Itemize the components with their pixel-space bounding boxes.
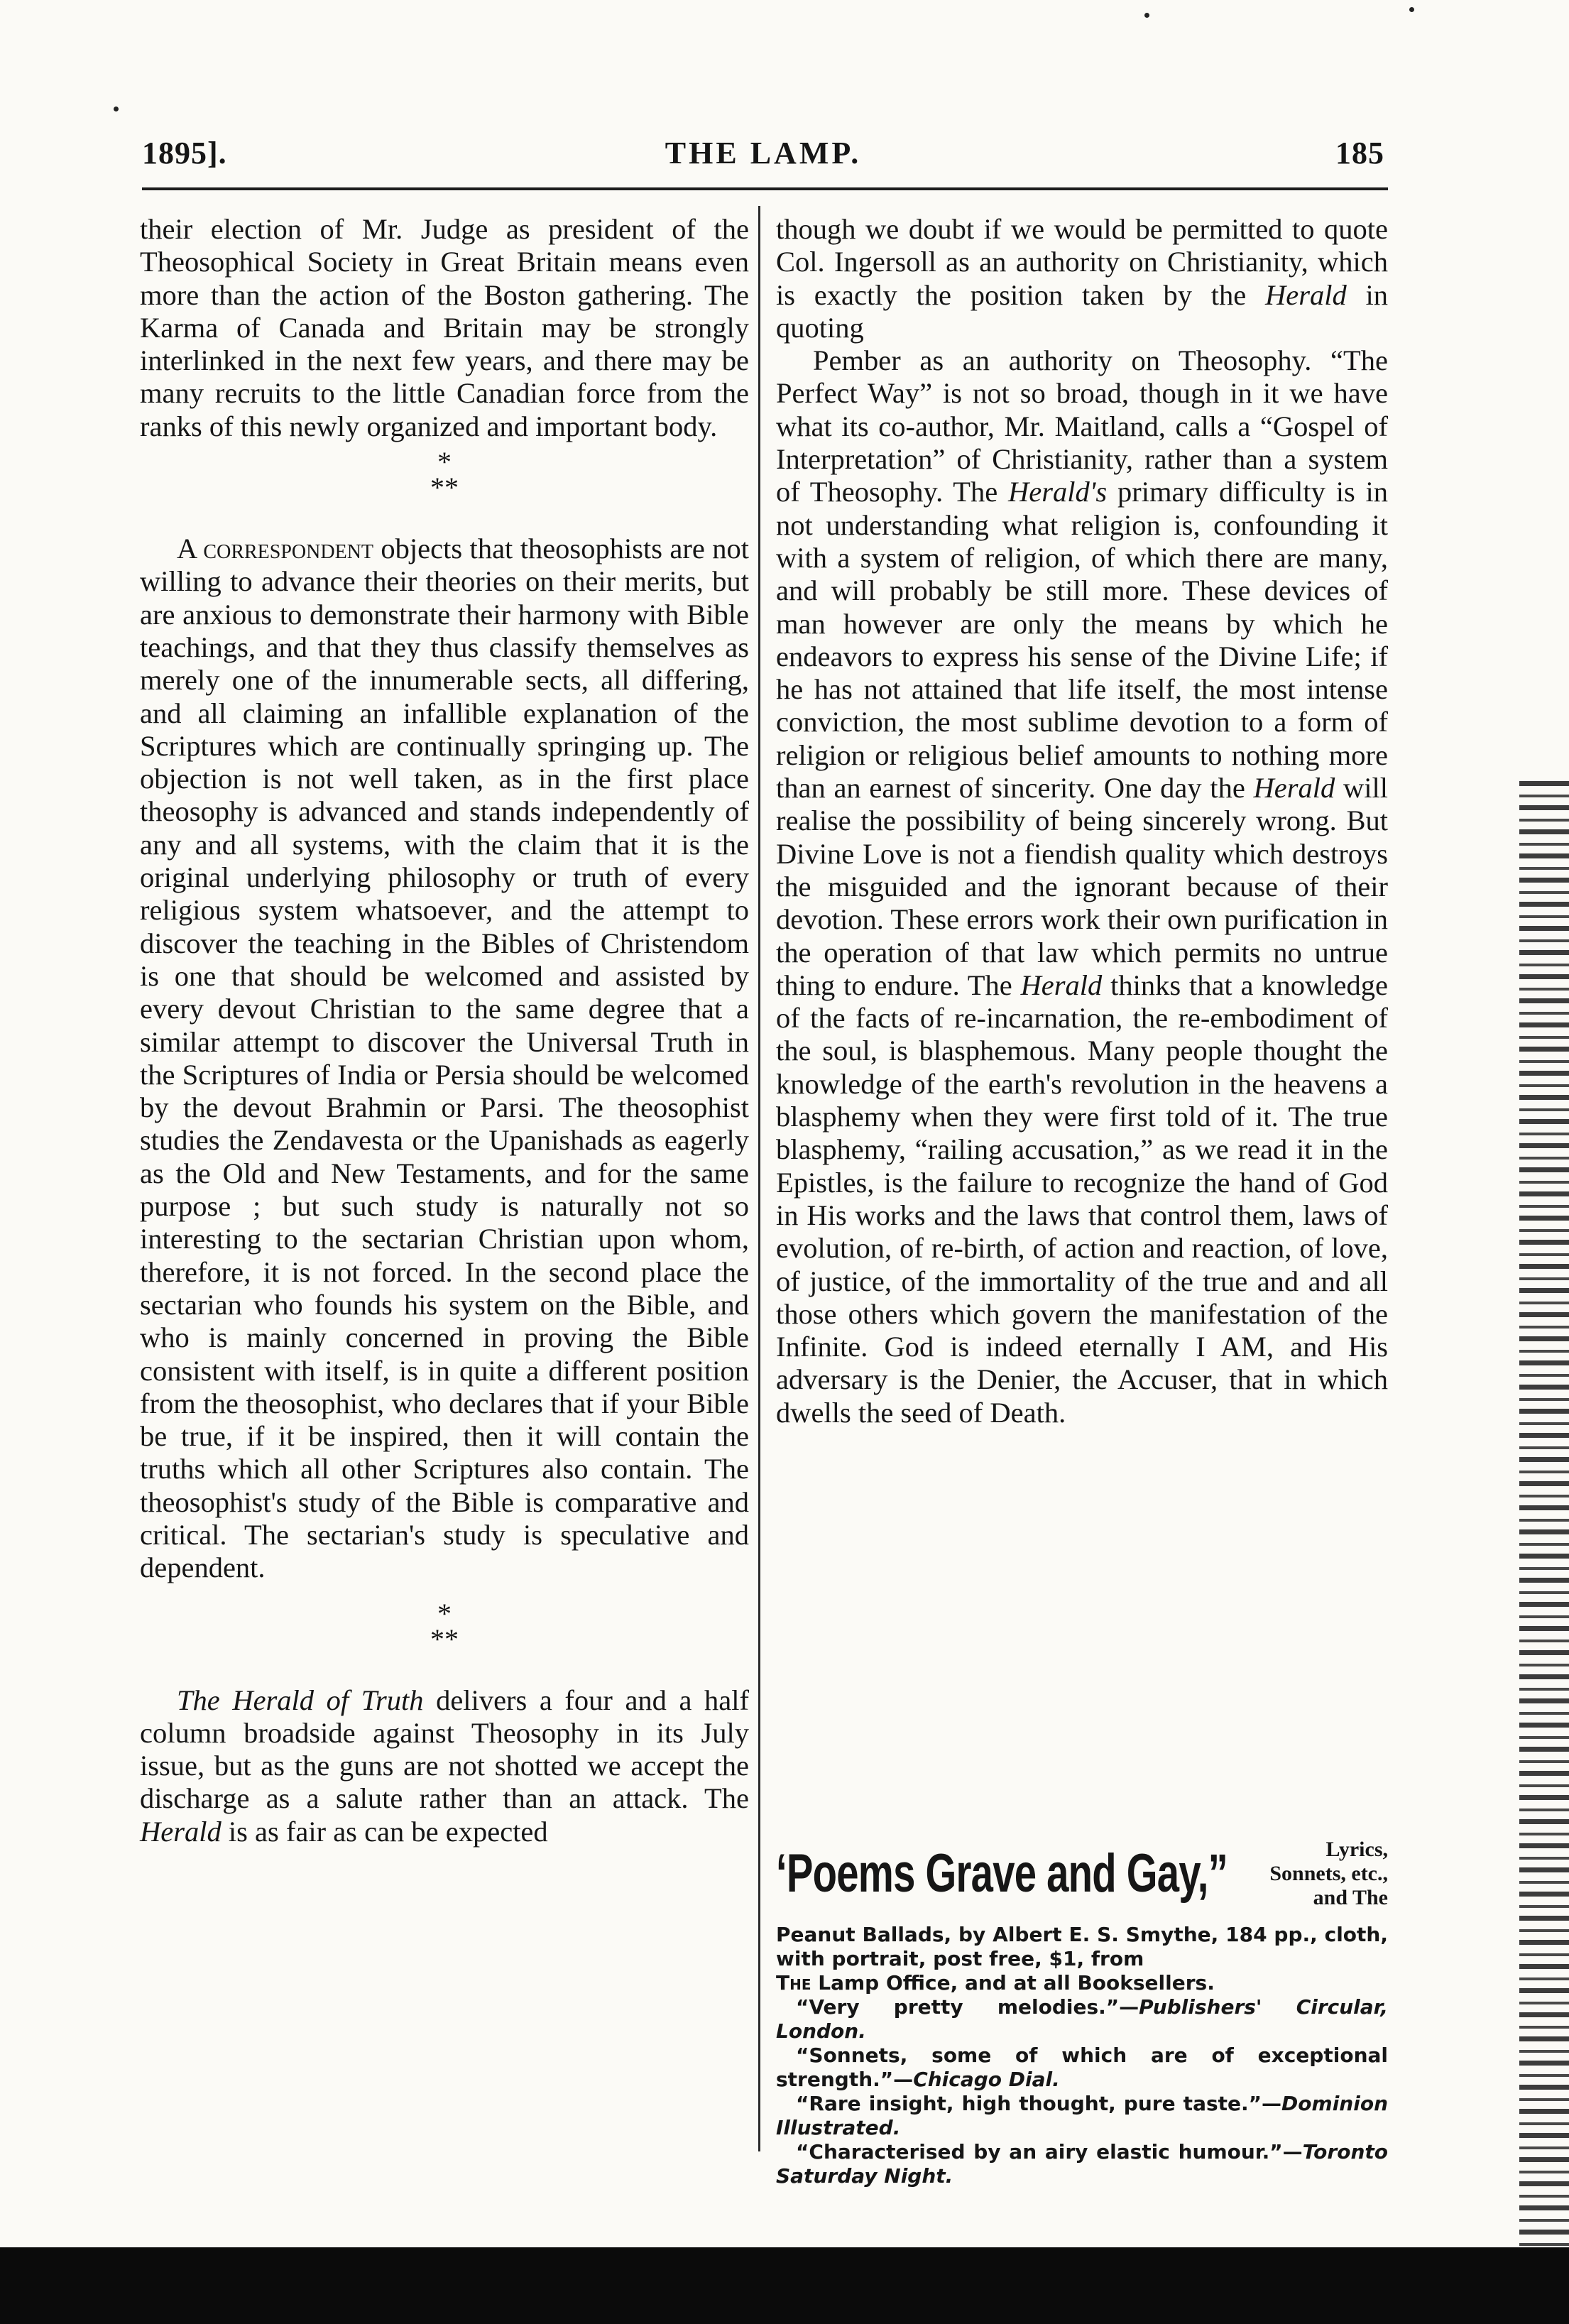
herald-paragraph-text: delivers a four and a half column broadside against Theosophy in its July issue, but as the guns are not shotted we accept the discharge as a salute rather than an attack. The xyxy=(140,1684,750,1815)
left-paragraph-2 xyxy=(140,533,749,1585)
right-column xyxy=(776,213,1388,1429)
advert-heading xyxy=(776,1838,1388,1923)
right-p2-c: will realise the possibility of being sincerely wrong. But Divine Love is not a fiendish quality which destroys the misguided and the ignorant because of their devotion. These errors work their own purification in the operation of that law which permits no untrue thing to endure. The xyxy=(776,772,1388,1001)
scan-speck xyxy=(1144,13,1149,18)
review-quote xyxy=(776,2092,1388,2140)
section-break-stars-2 xyxy=(140,1598,749,1663)
advert-details: Peanut Ballads, by Albert E. S. Smythe, 184 pp., cloth, with portrait, post free, $1, from xyxy=(776,1923,1388,1970)
review-quote xyxy=(776,1995,1388,2044)
quote-text: “Rare insight, high thought, pure taste.”— xyxy=(796,2092,1282,2115)
right-p2-a: Pember as an authority on Theosophy. “The Perfect Way” is not so broad, though in it we have what its co-author, Mr. Maitland, calls a “Gospel of Interpretation” of Christianity, rather than a system of Theosophy. The xyxy=(776,344,1388,508)
herald-name: Herald xyxy=(1253,772,1335,804)
herald-name: Herald xyxy=(140,1815,222,1848)
advert-title: ‘Poems Grave and Gay,” xyxy=(776,1843,1228,1904)
quote-text: “Sonnets, some of which are of exceptional strength.”— xyxy=(776,2044,1388,2091)
running-head xyxy=(142,135,1384,180)
left-column xyxy=(140,213,749,1848)
advert-office-text: Lamp Office, and at all Booksellers. xyxy=(811,1971,1215,1995)
header-date: 1895]. xyxy=(142,136,227,170)
right-paragraph-1 xyxy=(776,213,1388,344)
left-paragraph-3 xyxy=(140,1684,749,1848)
right-p1-text: though we doubt if we would be permitted to quote Col. Ingersoll as an authority on Christianity, which is exactly the position taken by the xyxy=(776,213,1388,311)
quote-text: “Characterised by an airy elastic humour.”— xyxy=(796,2140,1303,2164)
header-rule xyxy=(142,187,1388,190)
herald-of-truth-title: The Herald of Truth xyxy=(177,1684,424,1716)
herald-name: Herald's xyxy=(1008,476,1108,508)
stars-top: * xyxy=(437,446,452,479)
advert-body xyxy=(776,1923,1388,2188)
stars-bottom: ** xyxy=(430,471,459,504)
review-quote xyxy=(776,2044,1388,2092)
scan-bottom-border xyxy=(0,2247,1569,2324)
quote-source: Chicago Dial. xyxy=(913,2068,1060,2091)
stars-top-2: * xyxy=(437,1597,452,1630)
quote-text: “Very pretty melodies.”— xyxy=(796,1995,1139,2019)
right-p2-d: thinks that a knowledge of the facts of re-incarnation, the re-embodiment of the soul, is blasphemous. Many people thought the knowledge of the earth's revolution in the heavens a blasphemy when they were first told of it. The true blasphemy, “railing accusation,” as we read it in the Epistles, is the failure to recognize the hand of God in His works and the laws that control them, laws of evolution, of re-birth, of action and reaction, of love, of justice, of the immortality of the true and and all those others which govern the manifestation of the Infinite. God is indeed eternally I AM, and His adversary is the Denier, the Accuser, that in which dwells the seed of Death. xyxy=(776,969,1388,1429)
stars-bottom-2: ** xyxy=(430,1622,459,1655)
column-divider xyxy=(758,206,760,2151)
scan-edge-artifact xyxy=(1519,781,1569,2251)
quote-source: Dominion Illustrated. xyxy=(776,2092,1388,2139)
herald-name: Herald xyxy=(1020,969,1103,1001)
header-title: THE LAMP. xyxy=(665,136,862,170)
correspondent-lead: A correspondent xyxy=(177,533,374,565)
header-page-number: 185 xyxy=(1335,136,1384,170)
left-paragraph-1: their election of Mr. Judge as president of the Theosophical Society in Great Britain means even more than the action of the Boston gathering. The Karma of Canada and Britain may be strongly interlinked in the next few years, and there may be many recruits to the little Canadian force from the ranks of this newly organized and important body. xyxy=(140,213,749,442)
herald-paragraph-end: is as fair as can be expected xyxy=(221,1815,548,1848)
scan-speck xyxy=(114,107,119,111)
right-paragraph-2 xyxy=(776,344,1388,1429)
advert-subtitle: Lyrics, Sonnets, etc., and The xyxy=(1269,1838,1388,1909)
advert-office xyxy=(776,1971,1388,1995)
herald-name: Herald xyxy=(1264,278,1347,311)
section-break-stars xyxy=(140,446,749,511)
right-p2-b: primary difficulty is in not understanding what religion is, confounding it with a system of religion, of which there are many, and will probably be still more. These devices of man however are only the means by which he endeavors to express his sense of the Divine Life; if he has not attained that life itself, the most intense conviction, the most sublime devotion to a form of religion or religious belief amounts to nothing more than an earnest of sincerity. One day the xyxy=(776,476,1388,804)
quote-source: Publishers' Circular, London. xyxy=(776,1995,1388,2043)
right-p1-end: in quoting xyxy=(776,278,1388,344)
correspondent-text: objects that theosophists are not willing to advance their theories on their merits, but are anxious to demonstrate their harmony with Bible teachings, and that they thus classify themselves as merely one of the innumerable sects, all differing, and all claiming an infallible explanation of the Scriptures which are continually springing up. The objection is not well taken, as in the first place theosophy is advanced and stands independently of any and all systems, with the claim that it is the original underlying philosophy or truth of every religious system whatsoever, and the attempt to discover the teaching in the Bibles of Christendom is one that should be welcomed and assisted by every devout Christian to the same degree that a similar attempt to discover the Universal Truth in the Scriptures of India or Persia should be welcomed by the devout Brahmin or Parsi. The theosophist studies the Zendavesta or the Upanishads as eagerly as the Old and New Testaments, and for the same purpose ; but such study is naturally not so interesting to the sectarian Christian upon whom, therefore, it is not forced. In the second place the sectarian who founds his system on the Bible, and who is mainly concerned in proving the Bible consistent with itself, is in quite a different position from the theosophist, who declares that if your Bible be true, if it be inspired, then it will contain the truths which all other Scriptures also contain. The theosophist's study of the Bible is comparative and critical. The sectarian's study is speculative and dependent. xyxy=(140,533,749,1584)
book-advertisement xyxy=(776,1838,1388,2188)
quote-source: Toronto Saturday Night. xyxy=(776,2140,1388,2188)
advert-office-the: The xyxy=(776,1971,811,1995)
review-quote xyxy=(776,2140,1388,2188)
scan-speck xyxy=(1409,7,1414,12)
